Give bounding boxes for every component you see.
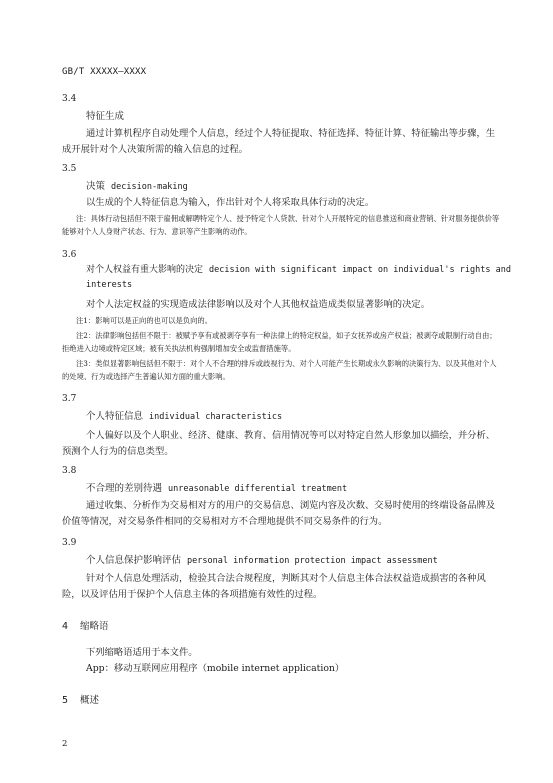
note1-3-6: 注1：影响可以是正向的也可以是负向的。 <box>76 316 212 325</box>
chapter-5-heading <box>62 692 99 706</box>
term-zh: 个人信息保护影响评估 <box>86 555 182 566</box>
term-3-5 <box>86 178 188 192</box>
term-zh: 对个人权益有重大影响的决定 <box>86 265 204 275</box>
definition-3-5: 以生成的个人特征信息为输入，作出针对个人将采取具体行动的决定。 <box>86 197 375 208</box>
note2-3-6: 注2：法律影响包括但不限于：被赋予享有或被剥夺享有一种法律上的特定权益，如子女抚养或房产权益；被剥夺或限制行动自由；拒绝进入边境或特定区域；被有关执法机构强制增加安全或监督措施等。 <box>62 331 497 353</box>
definition-3-4: 通过计算机程序自动处理个人信息，经过个人特征提取、特征选择、特征计算、特征输出等步骤，生成开展针对个人决策所需的输入信息的过程。 <box>62 128 496 155</box>
term-3-7 <box>86 408 282 422</box>
term-en: individual characteristics <box>149 412 283 422</box>
chapter-4-heading <box>62 618 109 632</box>
definition-3-7: 个人偏好以及个人职业、经济、健康、教育、信用情况等可以对特定自然人形象加以描绘，并分析、预测个人行为的信息类型。 <box>62 430 496 457</box>
section-number-3-4: 3.4 <box>62 94 77 104</box>
chapter-number: 5 <box>62 695 69 706</box>
chapter-title: 概述 <box>80 695 100 706</box>
term-zh: 个人特征信息 <box>86 411 144 422</box>
page-number: 2 <box>62 739 68 749</box>
definition-3-6: 对个人法定权益的实现造成法律影响以及对个人其他权益造成类似显著影响的决定。 <box>86 299 430 310</box>
term-3-9 <box>86 552 438 566</box>
term-zh: 特征生成 <box>86 111 125 122</box>
term-en: decision-making <box>111 182 188 192</box>
section-number-3-6: 3.6 <box>62 250 77 260</box>
term-en: unreasonable differential treatment <box>168 484 348 494</box>
section-number-3-9: 3.9 <box>62 538 77 548</box>
section-number-3-8: 3.8 <box>62 466 77 476</box>
chapter-number: 4 <box>62 621 69 632</box>
section-number-3-7: 3.7 <box>62 394 77 404</box>
term-3-8 <box>86 480 347 494</box>
term-en: decision with significant impact on individual's rights and interests <box>86 265 511 290</box>
term-3-4 <box>86 108 124 122</box>
chapter-title: 缩略语 <box>80 621 109 632</box>
term-zh: 决策 <box>86 181 106 192</box>
document-code-header: GB/T XXXXX—XXXX <box>62 67 147 77</box>
term-en: personal information protection impact assessment <box>187 556 438 566</box>
term-zh: 不合理的差别待遇 <box>86 483 163 494</box>
section-number-3-5: 3.5 <box>62 164 77 174</box>
note3-3-6: 注3：类似显著影响包括但不限于：对个人不合理的排斥或歧视行为、对个人可能产生长期或永久影响的决策行为、以及其他对个人的处境、行为或选择产生普遍认知方面的重大影响。 <box>62 359 497 381</box>
term-3-6 <box>86 263 516 293</box>
abbreviation-app: App：移动互联网应用程序（mobile internet application） <box>86 663 345 674</box>
definition-3-8: 通过收集、分析作为交易相对方的用户的交易信息、浏览内容及次数、交易时使用的终端设备品牌及价值等情况，对交易条件相同的交易相对方不合理地提供不同交易条件的行为。 <box>62 500 496 527</box>
abbreviations-intro: 下列缩略语适用于本文件。 <box>86 647 198 658</box>
definition-3-9: 针对个人信息处理活动，检验其合法合规程度，判断其对个人信息主体合法权益造成损害的各种风险，以及评估用于保护个人信息主体的各项措施有效性的过程。 <box>62 573 486 600</box>
note-3-5: 注：具体行动包括但不限于雇佣或解聘特定个人、授予特定个人贷款、针对个人开展特定的信息推送和商业营销、针对服务提供价等能够对个人人身财产状态、行为、意识等产生影响的动作。 <box>62 214 500 236</box>
